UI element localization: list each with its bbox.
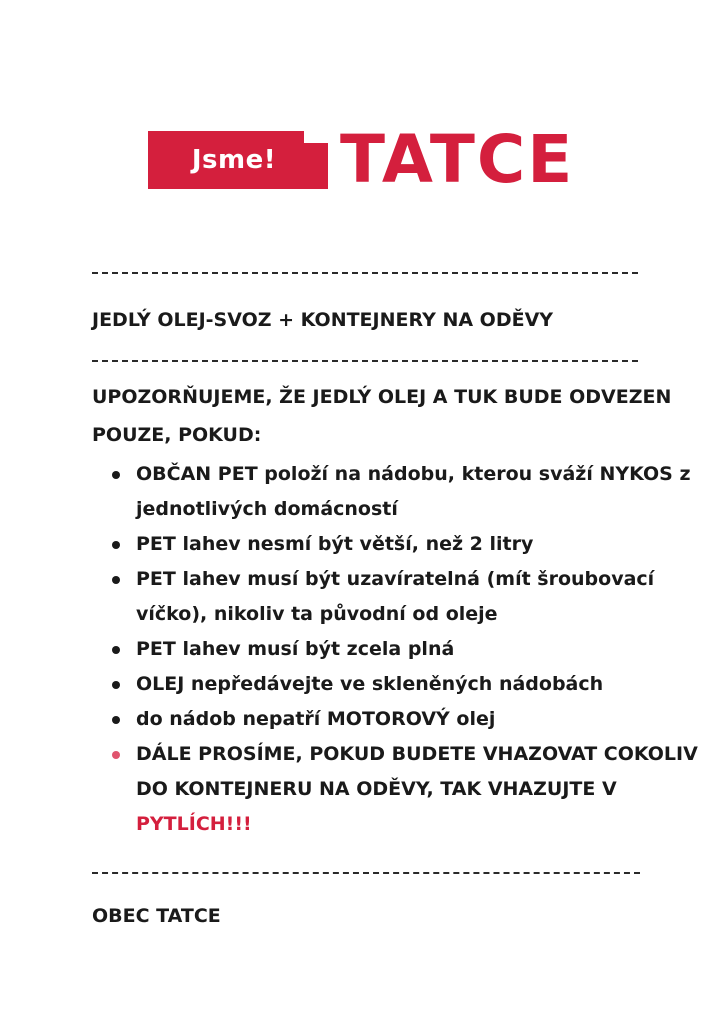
logo-badge-text: Jsme! xyxy=(191,145,277,175)
bullet-icon xyxy=(112,646,120,654)
rule-item xyxy=(92,702,702,737)
bullet-icon xyxy=(112,716,120,724)
divider-top xyxy=(92,272,638,276)
bullet-icon xyxy=(112,576,120,584)
tatce-logo xyxy=(148,121,575,198)
rule-item xyxy=(92,632,702,667)
bullet-icon xyxy=(112,681,120,689)
rule-text: PET lahev musí být zcela plná xyxy=(136,638,455,660)
divider-under-title xyxy=(92,360,638,364)
signature: OBEC TATCE xyxy=(92,905,221,927)
divider-bottom xyxy=(92,872,640,876)
rule-text: do nádob nepatří MOTOROVÝ olej xyxy=(136,708,496,730)
rule-item xyxy=(92,667,702,702)
bullet-icon xyxy=(112,541,120,549)
rule-item xyxy=(92,527,702,562)
notice-title: JEDLÝ OLEJ-SVOZ + KONTEJNERY NA ODĚVY xyxy=(92,309,554,331)
bullet-icon xyxy=(112,471,120,479)
rule-text: OBČAN PET položí na nádobu, kterou sváží NYKOS z jednotlivých domácností xyxy=(136,463,691,520)
notice-intro: UPOZORŇUJEME, ŽE JEDLÝ OLEJ A TUK BUDE ODVEZEN POUZE, POKUD: xyxy=(92,386,672,446)
rule-text: OLEJ nepředávejte ve skleněných nádobách xyxy=(136,673,604,695)
rule-item xyxy=(92,457,702,527)
bullet-icon xyxy=(112,751,120,759)
rule-text: PET lahev nesmí být větší, než 2 litry xyxy=(136,533,534,555)
rules-list xyxy=(92,457,702,842)
rule-item xyxy=(92,562,702,632)
notice-emphasis: PYTLÍCH!!! xyxy=(136,813,252,835)
logo-badge xyxy=(148,131,328,189)
logo-village-name: TATCE xyxy=(340,121,575,198)
notice-text: DÁLE PROSÍME, POKUD BUDETE VHAZOVAT COKOLIV DO KONTEJNERU NA ODĚVY, TAK VHAZUJTE V xyxy=(136,743,698,800)
rule-text: PET lahev musí být uzavíratelná (mít šroubovací víčko), nikoliv ta původní od oleje xyxy=(136,568,655,625)
clothing-container-notice xyxy=(92,737,702,842)
